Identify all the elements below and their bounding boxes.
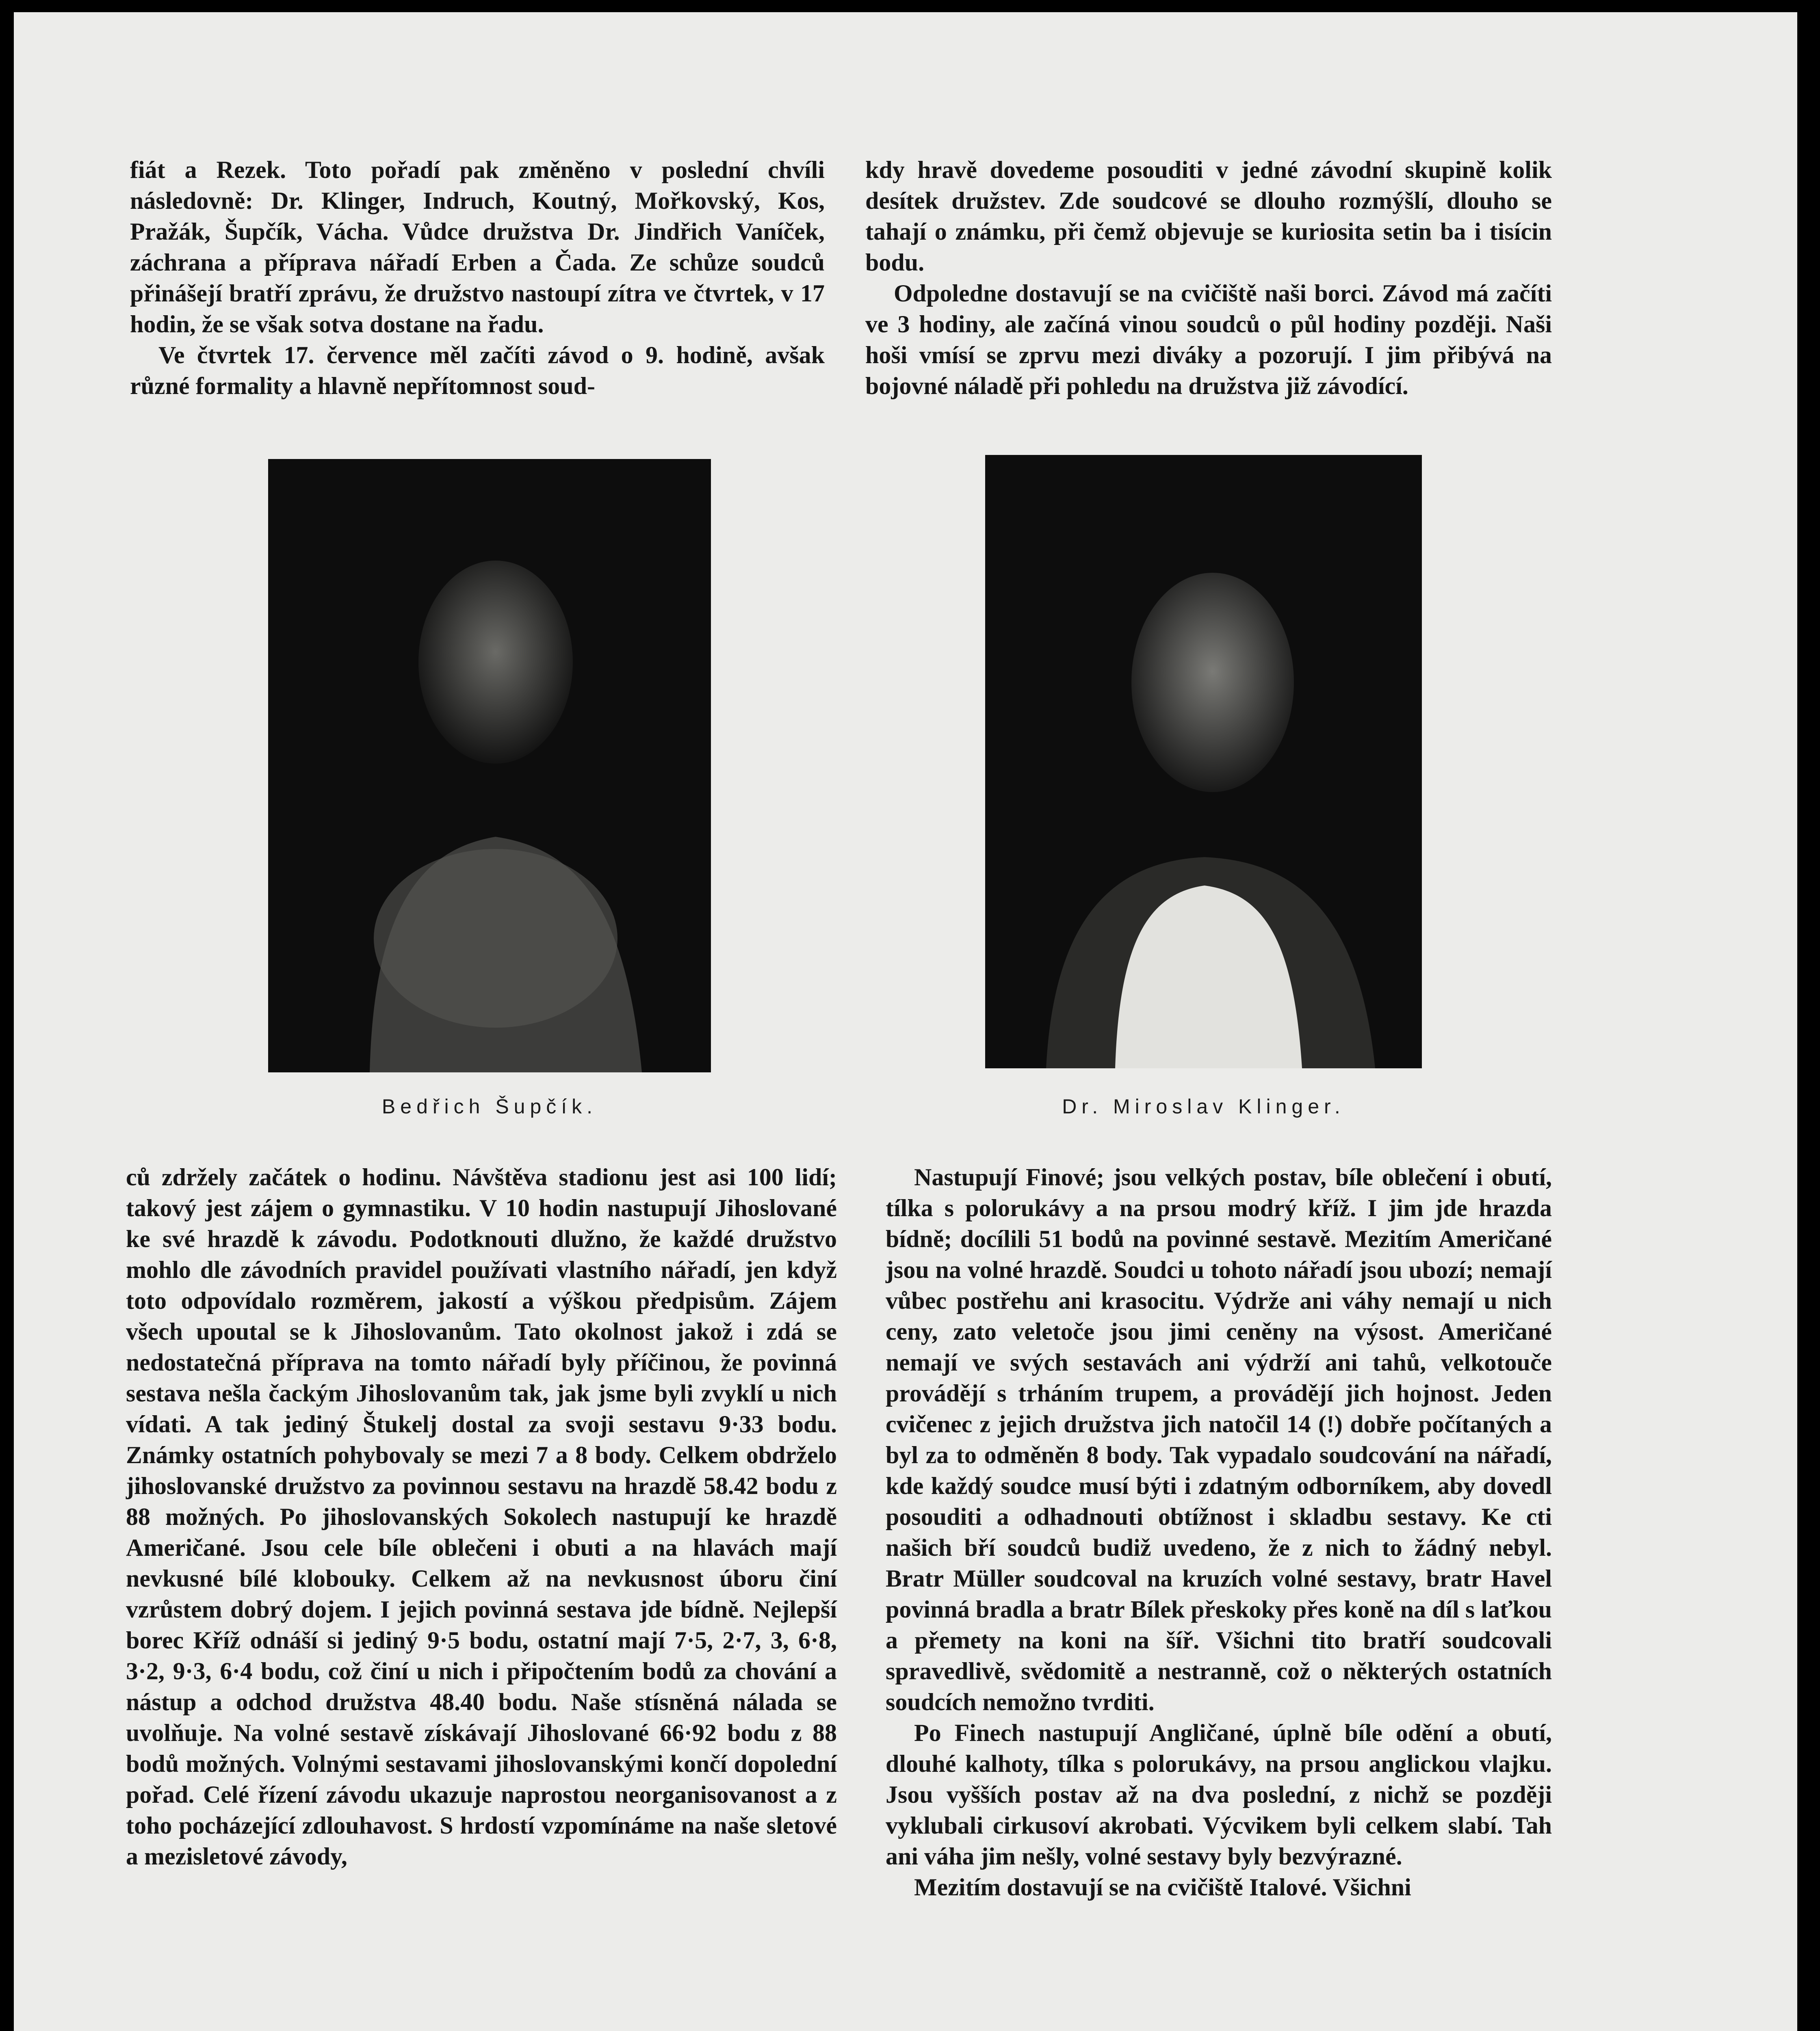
paragraph: Ve čtvrtek 17. července měl začíti závod o 9. hodině, avšak různé formality a hlavně nepřítomnost soud- (130, 342, 825, 399)
paragraph: Mezitím dostavují se na cvičiště Italové. Všichni (914, 1874, 1411, 1901)
text-column-bottom-left (126, 1162, 837, 1872)
portrait-image (268, 459, 711, 1072)
paragraph: fiát a Rezek. Toto pořadí pak změněno v poslední chvíli následovně: Dr. Klinger, Indruch, Koutný, Mořkovský, Kos, Pražák, Šupčík, Vácha. Vůdce družstva Dr. Jindřich Vaníček, záchrana a příprava nářadí Erben a Čada. Ze schůze soudců přinášejí bratří zprávu, že družstvo nastoupí zítra ve čtvrtek, v 17 hodin, že se však sotva dostane na řadu. (130, 156, 825, 338)
paragraph: Po Finech nastupují Angličané, úplně bíle odění a obutí, dlouhé kalhoty, tílka s polorukávy, na prsou anglickou vlajku. Jsou vyšších postav až na dva poslední, z nichž se později vyklubali cirkusoví akrobati. Výcvikem byli celkem slabí. Tah ani váha jim nešly, volné sestavy byly bezvýrazné. (886, 1719, 1552, 1870)
text-column-top-left (130, 154, 825, 401)
portrait-photo-klinger (985, 455, 1422, 1068)
paragraph: kdy hravě dovedeme posouditi v jedné závodní skupině kolik desítek družstev. Zde soudcové se dlouho rozmýšlí, dlouho se tahají o známku, při čemž objevuje se kuriosita setin ba i tisícin bodu. (865, 156, 1552, 276)
portrait-photo-supcik (268, 459, 711, 1072)
text-column-bottom-right (886, 1162, 1552, 1903)
photo-caption-left: Bedřich Šupčík. (381, 1095, 598, 1118)
text-column-top-right (865, 154, 1552, 401)
paragraph: Odpoledne dostavují se na cvičiště naši borci. Závod má začíti ve 3 hodiny, ale začíná vinou soudců o půl hodiny později. Naši hoši vmísí se zprvu mezi diváky a pozorují. I jim přibývá na bojovné náladě při pohledu na družstva již závodící. (865, 280, 1552, 399)
photo-caption-right: Dr. Miroslav Klinger. (1062, 1095, 1345, 1118)
paragraph: ců zdržely začátek o hodinu. Návštěva stadionu jest asi 100 lidí; takový jest zájem o gymnastiku. V 10 hodin nastupují Jihoslované ke své hrazdě k závodu. Podotknouti dlužno, že každé družstvo mohlo dle závodních pravidel používati vlastního nářadí, jen když toto odpovídalo rozměrem, jakostí a výškou předpisům. Zájem všech upoutal se k Jihoslovanům. Tato okolnost jakož i zdá se nedostatečná příprava na tomto nářadí byly příčinou, že povinná sestava nešla čackým Jihoslovanům tak, jak jsme byli zvyklí u nich vídati. A tak jediný Štukelj dostal za svoji sestavu 9·33 bodu. Známky ostatních pohybovaly se mezi 7 a 8 body. Celkem obdrželo jihoslovanské družstvo za povinnou sestavu na hrazdě 58.42 bodu z 88 možných. Po jihoslovanských Sokolech nastupují ke hrazdě Američané. Jsou cele bíle oblečeni i obuti a na hlavách mají nevkusné bílé klobouky. Celkem až na nevkusnost úboru činí vzrůstem dobrý dojem. I jejich povinná sestava jde bídně. Nejlepší borec Kříž odnáší si jediný 9·5 bodu, ostatní mají 7·5, 2·7, 3, 6·8, 3·2, 9·3, 6·4 bodu, což činí u nich i připočtením bodů za chování a nástup a odchod družstva 48.40 bodu. Naše stísněná nálada se uvolňuje. Na volné sestavě získávají Jihoslované 66·92 bodu z 88 bodů možných. Volnými sestavami jihoslovanskými končí dopolední pořad. Celé řízení závodu ukazuje naprostou neorganisovanost a z toho pocházející zdlouhavost. S hrdostí vzpomínáme na naše sletové a mezisletové závody, (126, 1164, 837, 1870)
paragraph: Nastupují Finové; jsou velkých postav, bíle oblečení i obutí, tílka s polorukávy a na prsou modrý kříž. I jim jde hrazda bídně; docílili 51 bodů na povinné sestavě. Mezitím Američané jsou na volné hrazdě. Soudci u tohoto nářadí jsou ubozí; nemají vůbec postřehu ani krasocitu. Výdrže ani váhy nemají u nich ceny, zato veletoče jsou jimi ceněny na výsost. Američané nemají ve svých sestavách ani výdrží ani tahů, velkotouče provádějí s trháním trupem, a provádějí jich hojnost. Jeden cvičenec z jejich družstva jich natočil 14 (!) dobře počítaných a byl za to odměněn 8 body. Tak vypadalo soudcování na nářadí, kde každý soudce musí býti i zdatným odborníkem, aby dovedl posouditi a odhadnouti obtížnost i skladbu sestavy. Ke cti našich bří soudců budiž uvedeno, že z nich to žádný nebyl. Bratr Müller soudcoval na kruzích volné sestavy, bratr Havel povinná bradla a bratr Bílek přeskoky přes koně na díl s laťkou a přemety na koni na šíř. Všichni tito bratří soudcovali spravedlivě, svědomitě a nestranně, což o některých ostatních soudcích nemožno tvrditi. (886, 1164, 1552, 1715)
portrait-image (985, 455, 1422, 1068)
